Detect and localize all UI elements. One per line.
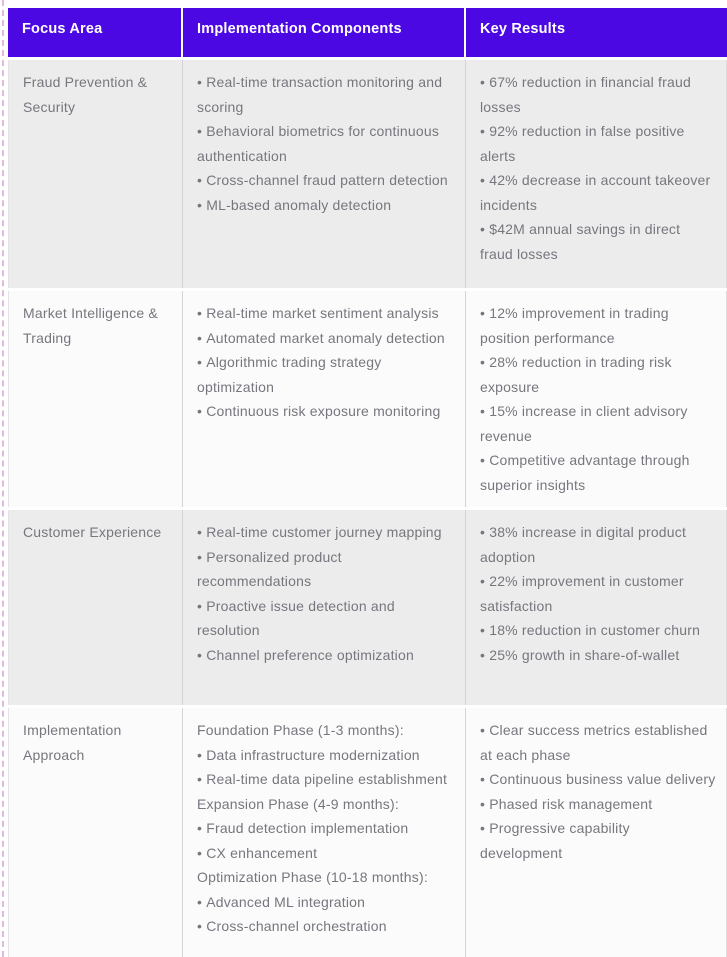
components-cell [183,708,466,957]
key-result-item: • Phased risk management [480,792,716,817]
key-result-item: • 28% reduction in trading risk exposure [480,350,716,399]
component-item: • Fraud detection implementation [197,816,455,841]
key-result-item: • 12% improvement in trading position performance [480,301,716,350]
key-results-cell [466,708,727,957]
component-item: Expansion Phase (4-9 months): [197,795,399,812]
column-header-implementation-components: Implementation Components [183,8,466,57]
component-item: • Real-time data pipeline establishment [197,767,455,792]
column-header-focus-area: Focus Area [8,8,183,57]
key-result-item: • 25% growth in share-of-wallet [480,643,716,668]
focus-area-label: Market Intelligence & Trading [23,305,158,346]
focus-area-cell [8,291,183,507]
key-result-item: • 15% increase in client advisory revenue [480,399,716,448]
focus-area-cell [8,60,183,288]
key-result-item: • 42% decrease in account takeover incidents [480,168,716,217]
table-row [8,510,727,705]
header-row [8,8,727,57]
component-item: • Personalized product recommendations [197,545,455,594]
component-item: • ML-based anomaly detection [197,193,455,218]
component-item: • Automated market anomaly detection [197,326,455,351]
component-item: • Continuous risk exposure monitoring [197,399,455,424]
key-results-cell [466,60,727,288]
focus-area-label: Fraud Prevention & Security [23,74,148,115]
components-cell [183,291,466,507]
key-result-item: • 38% increase in digital product adoption [480,520,716,569]
table-row [8,291,727,507]
table-body [8,60,727,957]
implementation-matrix-table [8,5,727,957]
component-item: Foundation Phase (1-3 months): [197,722,404,738]
component-item: • Cross-channel orchestration [197,914,455,939]
component-item: • Advanced ML integration [197,890,455,915]
component-item: • Real-time market sentiment analysis [197,301,455,326]
table-row [8,60,727,288]
key-result-item: • 67% reduction in financial fraud losses [480,70,716,119]
table-row [8,708,727,957]
key-result-item: • 18% reduction in customer churn [480,618,716,643]
component-item: • CX enhancement [197,841,455,866]
key-result-item: • 22% improvement in customer satisfaction [480,569,716,618]
focus-area-cell [8,510,183,705]
component-item: • Real-time customer journey mapping [197,520,455,545]
components-cell [183,60,466,288]
key-result-item: • Continuous business value delivery [480,767,716,792]
key-result-item: • 92% reduction in false positive alerts [480,119,716,168]
table-header [8,8,727,57]
component-item: • Data infrastructure modernization [197,743,455,768]
focus-area-cell [8,708,183,957]
column-header-key-results: Key Results [466,8,727,57]
component-item: • Algorithmic trading strategy optimization [197,350,455,399]
components-cell [183,510,466,705]
page-edge-guide [2,0,4,957]
component-item: • Proactive issue detection and resolution [197,594,455,643]
component-item: • Cross-channel fraud pattern detection [197,168,455,193]
key-results-cell [466,510,727,705]
component-item: • Real-time transaction monitoring and scoring [197,70,455,119]
focus-area-label: Implementation Approach [23,722,122,763]
key-result-item: • Competitive advantage through superior insights [480,448,716,497]
focus-area-label: Customer Experience [23,524,162,540]
key-results-cell [466,291,727,507]
component-item: Optimization Phase (10-18 months): [197,869,428,885]
component-item: • Behavioral biometrics for continuous authentication [197,119,455,168]
key-result-item: • Clear success metrics established at each phase [480,718,716,767]
key-result-item: • $42M annual savings in direct fraud losses [480,217,716,266]
key-result-item: • Progressive capability development [480,816,716,865]
component-item: • Channel preference optimization [197,643,455,668]
